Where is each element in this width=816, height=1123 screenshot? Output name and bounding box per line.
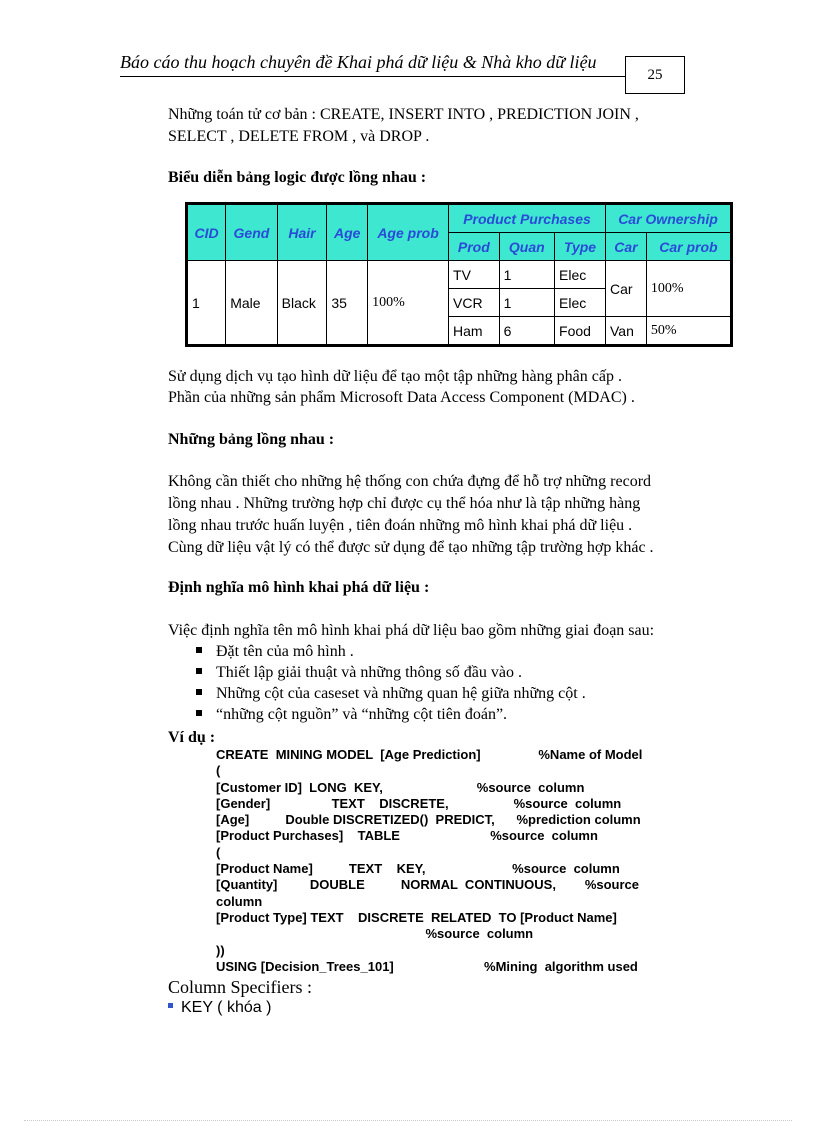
bullet-square-icon <box>168 1003 173 1008</box>
page-number: 25 <box>625 56 685 94</box>
nested-text-line-1: Không cần thiết cho những hệ thống con chứa đựng để hỗ trợ những record <box>168 473 652 490</box>
col-header-gend: Gend <box>226 204 277 261</box>
code-line: USING [Decision_Trees_101] %Mining algorithm used <box>216 958 638 974</box>
code-block <box>216 747 642 975</box>
cell-cid: 1 <box>187 261 226 346</box>
list-item-text: Những cột của caseset và những quan hệ giữa những cột . <box>216 685 586 702</box>
service-line-1: Sử dụng dịch vụ tạo hình dữ liệu để tạo một tập những hàng phân cấp . <box>168 368 622 385</box>
cell-quan: 1 <box>499 289 554 317</box>
key-item-text: KEY ( khóa ) <box>181 999 272 1016</box>
nested-logic-table <box>185 202 733 347</box>
intro-line-1: Những toán tử cơ bản : CREATE, INSERT INTO , PREDICTION JOIN , <box>168 106 639 123</box>
definition-bullet-list <box>196 641 586 725</box>
col-header-product-purchases: Product Purchases <box>449 204 606 233</box>
cell-prod: TV <box>449 261 500 289</box>
sub-header-car-prob: Car prob <box>646 233 731 261</box>
bullet-square-icon <box>196 647 202 653</box>
example-label: Ví dụ : <box>168 729 216 746</box>
definition-intro: Việc định nghĩa tên mô hình khai phá dữ liệu bao gồm những giai đoạn sau: <box>168 622 655 639</box>
code-line: ( <box>216 763 221 779</box>
col-header-age: Age <box>327 204 368 261</box>
col-header-hair: Hair <box>277 204 327 261</box>
intro-line-2: SELECT , DELETE FROM , và DROP . <box>168 128 430 145</box>
list-item-text: Đặt tên của mô hình . <box>216 643 354 660</box>
nested-tables-heading: Những bảng lồng nhau : <box>168 431 335 448</box>
column-specifiers-heading: Column Specifiers : <box>168 977 312 997</box>
cell-hair: Black <box>277 261 327 346</box>
cell-car-prob: 100% <box>646 261 731 317</box>
cell-type: Food <box>555 317 606 346</box>
cell-age-prob: 100% <box>368 261 449 346</box>
cell-prod: VCR <box>449 289 500 317</box>
bullet-square-icon <box>196 668 202 674</box>
cell-car: Car <box>605 261 646 317</box>
service-line-2: Phần của những sản phẩm Microsoft Data Access Component (MDAC) . <box>168 389 635 406</box>
list-item <box>196 641 586 662</box>
code-line: [Quantity] DOUBLE NORMAL CONTINUOUS, %source <box>216 877 640 893</box>
code-line: )) <box>216 942 225 958</box>
list-item <box>196 704 586 725</box>
bullet-square-icon <box>196 710 202 716</box>
sub-header-type: Type <box>555 233 606 261</box>
sub-header-car: Car <box>605 233 646 261</box>
code-line: column <box>216 893 263 909</box>
code-line: %source column <box>216 926 534 942</box>
cell-type: Elec <box>555 261 606 289</box>
code-line: [Product Name] TEXT KEY, %source column <box>216 861 620 877</box>
code-line: [Age] Double DISCRETIZED() PREDICT, %prediction column <box>216 812 641 828</box>
page-header-title: Báo cáo thu hoạch chuyên đề Khai phá dữ liệu & Nhà kho dữ liệu <box>120 52 640 77</box>
code-line: [Product Purchases] TABLE %source column <box>216 828 598 844</box>
cell-quan: 6 <box>499 317 554 346</box>
code-line: ( <box>216 844 221 860</box>
col-header-car-ownership: Car Ownership <box>605 204 731 233</box>
cell-quan: 1 <box>499 261 554 289</box>
list-item-text: “những cột nguồn” và “những cột tiên đoán”. <box>216 706 508 723</box>
key-item <box>168 999 271 1017</box>
logic-table-heading: Biểu diễn bảng logic được lồng nhau : <box>168 169 427 186</box>
cell-car: Van <box>605 317 646 346</box>
cell-prod: Ham <box>449 317 500 346</box>
col-header-cid: CID <box>187 204 226 261</box>
cell-age: 35 <box>327 261 368 346</box>
definition-heading: Định nghĩa mô hình khai phá dữ liệu : <box>168 579 430 596</box>
code-line: CREATE MINING MODEL [Age Prediction] %Name of Model <box>216 747 643 762</box>
col-header-age-prob: Age prob <box>368 204 449 261</box>
nested-text-line-3: lồng nhau trước huấn luyện , tiên đoán những mô hình khai phá dữ liệu . <box>168 517 633 534</box>
list-item-text: Thiết lập giải thuật và những thông số đầu vào . <box>216 664 522 681</box>
list-item <box>196 683 586 704</box>
nested-text-line-4: Cùng dữ liệu vật lý có thể được sử dụng để tạo những tập trường hợp khác . <box>168 539 654 556</box>
cell-type: Elec <box>555 289 606 317</box>
list-item <box>196 662 586 683</box>
cell-gender: Male <box>226 261 277 346</box>
code-line: [Gender] TEXT DISCRETE, %source column <box>216 795 622 811</box>
code-line: [Product Type] TEXT DISCRETE RELATED TO [Product Name] <box>216 909 617 925</box>
nested-text-line-2: lồng nhau . Những trường hợp chỉ được cụ thể hóa như là tập những hàng <box>168 495 641 512</box>
sub-header-quan: Quan <box>499 233 554 261</box>
cell-car-prob: 50% <box>646 317 731 346</box>
code-line: [Customer ID] LONG KEY, %source column <box>216 779 585 795</box>
sub-header-prod: Prod <box>449 233 500 261</box>
bullet-square-icon <box>196 689 202 695</box>
page-bottom-divider <box>24 1120 792 1121</box>
